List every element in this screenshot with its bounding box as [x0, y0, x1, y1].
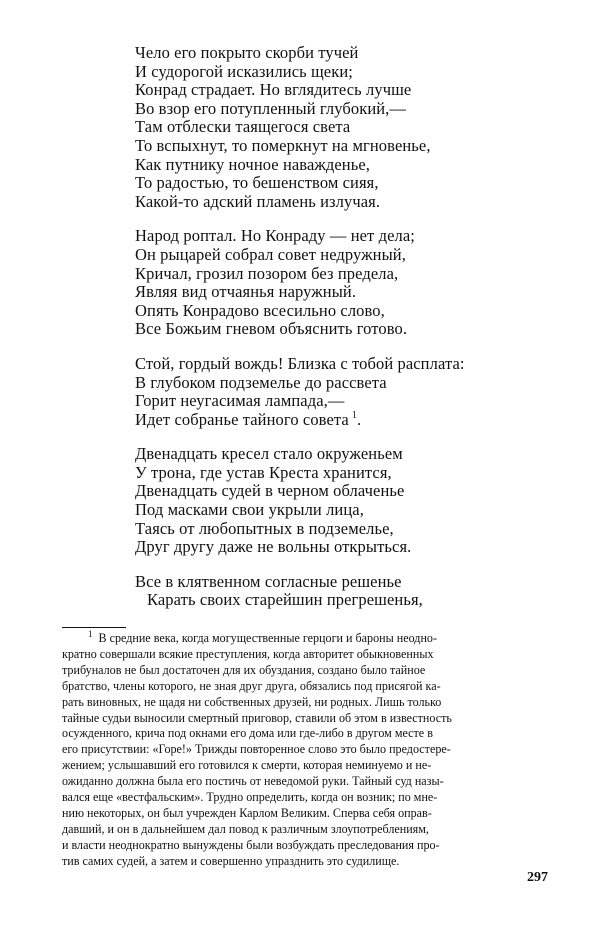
footnote-line: осужденного, крича под окнами его дома или где-либо в другом месте в	[62, 726, 433, 741]
footnote-line: вался еще «вестфальским». Трудно определить, когда он возник; по мне-	[62, 790, 438, 805]
verse-line: В глубоком подземелье до рассвета	[135, 372, 387, 392]
verse-line: Под масками свои укрыли лица,	[135, 500, 364, 520]
footnote-line: его присутствии: «Горе!» Трижды повторенное слово это было предостере-	[62, 742, 451, 757]
verse-line: Все Божьим гневом объяснить готово.	[135, 319, 408, 339]
footnote-line: нию некоторых, он был учрежден Карлом Великим. Сперва себя оправ-	[62, 805, 432, 820]
footnote-line: братство, члены которого, не зная друг друга, обязались под присягой ка-	[62, 678, 441, 693]
verse-line: Карать своих старейшин прегрешенья,	[147, 590, 423, 610]
verse-line: Как путнику ночное наважденье,	[135, 154, 371, 174]
footnote-reference[interactable]: 1	[351, 410, 357, 422]
stanza-3	[135, 355, 575, 429]
verse-line: Там отблески таящегося света	[135, 117, 351, 137]
stanza-1	[135, 44, 575, 211]
verse-line: Таясь от любопытных в подземелье,	[135, 518, 394, 538]
footnote-line: рать виновных, не щадя ни собственных друзей, ни родных. Лишь только	[62, 694, 442, 709]
verse-line: Народ роптал. Но Конраду — нет дела;	[135, 226, 415, 246]
page-number: 297	[527, 870, 548, 885]
verse-line: Кричал, грозил позором без предела,	[135, 263, 399, 283]
stanza-4	[135, 445, 575, 557]
verse-line-with-footnote: Идет собранье тайного совета $^1$.	[135, 409, 362, 429]
verse-line: Во взор его потупленный глубокий,—	[135, 98, 407, 118]
footnote-divider	[62, 627, 126, 628]
verse-line: Являя вид отчаянья наружный.	[135, 282, 357, 302]
footnote-marker: 1	[88, 628, 93, 639]
footnote-line: тив самих судей, а затем и совершенно упразднить это судилище.	[62, 853, 400, 868]
verse-line: И судорогой исказились щеки;	[135, 61, 353, 81]
footnote-line: трибуналов не был достаточен для их обуздания, создано было тайное	[62, 662, 426, 677]
verse-line: Стой, гордый вождь! Близка с тобой расплата:	[135, 353, 465, 373]
verse-line: То вспыхнут, то померкнут на мгновенье,	[135, 135, 431, 155]
verse-line: Он рыцарей собрал совет недружный,	[135, 244, 406, 264]
footnote-line: давший, и он в дальнейшем дал повод к различным злоупотреблениям,	[62, 821, 429, 836]
footnote-line	[62, 628, 548, 647]
verse-line: Чело его покрыто скорби тучей	[135, 43, 359, 62]
verse-line-text: Идет собранье тайного совета	[135, 409, 349, 429]
footnote-line-text: В средние века, когда могущественные герцоги и бароны неодно-	[98, 631, 437, 645]
footnote-line: кратно совершали всякие преступления, когда авторитет обыкновенных	[62, 646, 434, 661]
footnote-line: ожиданно должна была его постичь от неведомой руки. Тайный суд назы-	[62, 774, 444, 789]
verse-line: Друг другу даже не вольны открыться.	[135, 537, 412, 557]
verse-line: Опять Конрадово всесильно слово,	[135, 300, 385, 320]
verse-line: Все в клятвенном согласные решенье	[135, 571, 402, 591]
stanza-2	[135, 227, 575, 339]
verse-line: Двенадцать судей в черном облаченье	[135, 481, 405, 501]
verse-line: Горит неугасимая лампада,—	[135, 391, 345, 411]
verse-line: То радостью, то бешенством сияя,	[135, 173, 379, 193]
footnote-line: тайные судьи выносили смертный приговор, ставили об этом в известность	[62, 710, 452, 725]
verse-line: У трона, где устав Креста хранится,	[135, 462, 392, 482]
footnote-line: и власти неоднократно вынуждены были возбуждать преследования про-	[62, 837, 440, 852]
poem-body	[135, 44, 575, 626]
stanza-5	[135, 573, 575, 610]
footnote	[62, 628, 548, 870]
footnote-line: жением; услышавший его готовился к смерти, которая неминуемо и не-	[62, 758, 432, 773]
verse-line: Какой-то адский пламень излучая.	[135, 191, 381, 211]
verse-line: Двенадцать кресел стало окруженьем	[135, 444, 403, 464]
verse-line: Конрад страдает. Но вглядитесь лучше	[135, 80, 412, 100]
